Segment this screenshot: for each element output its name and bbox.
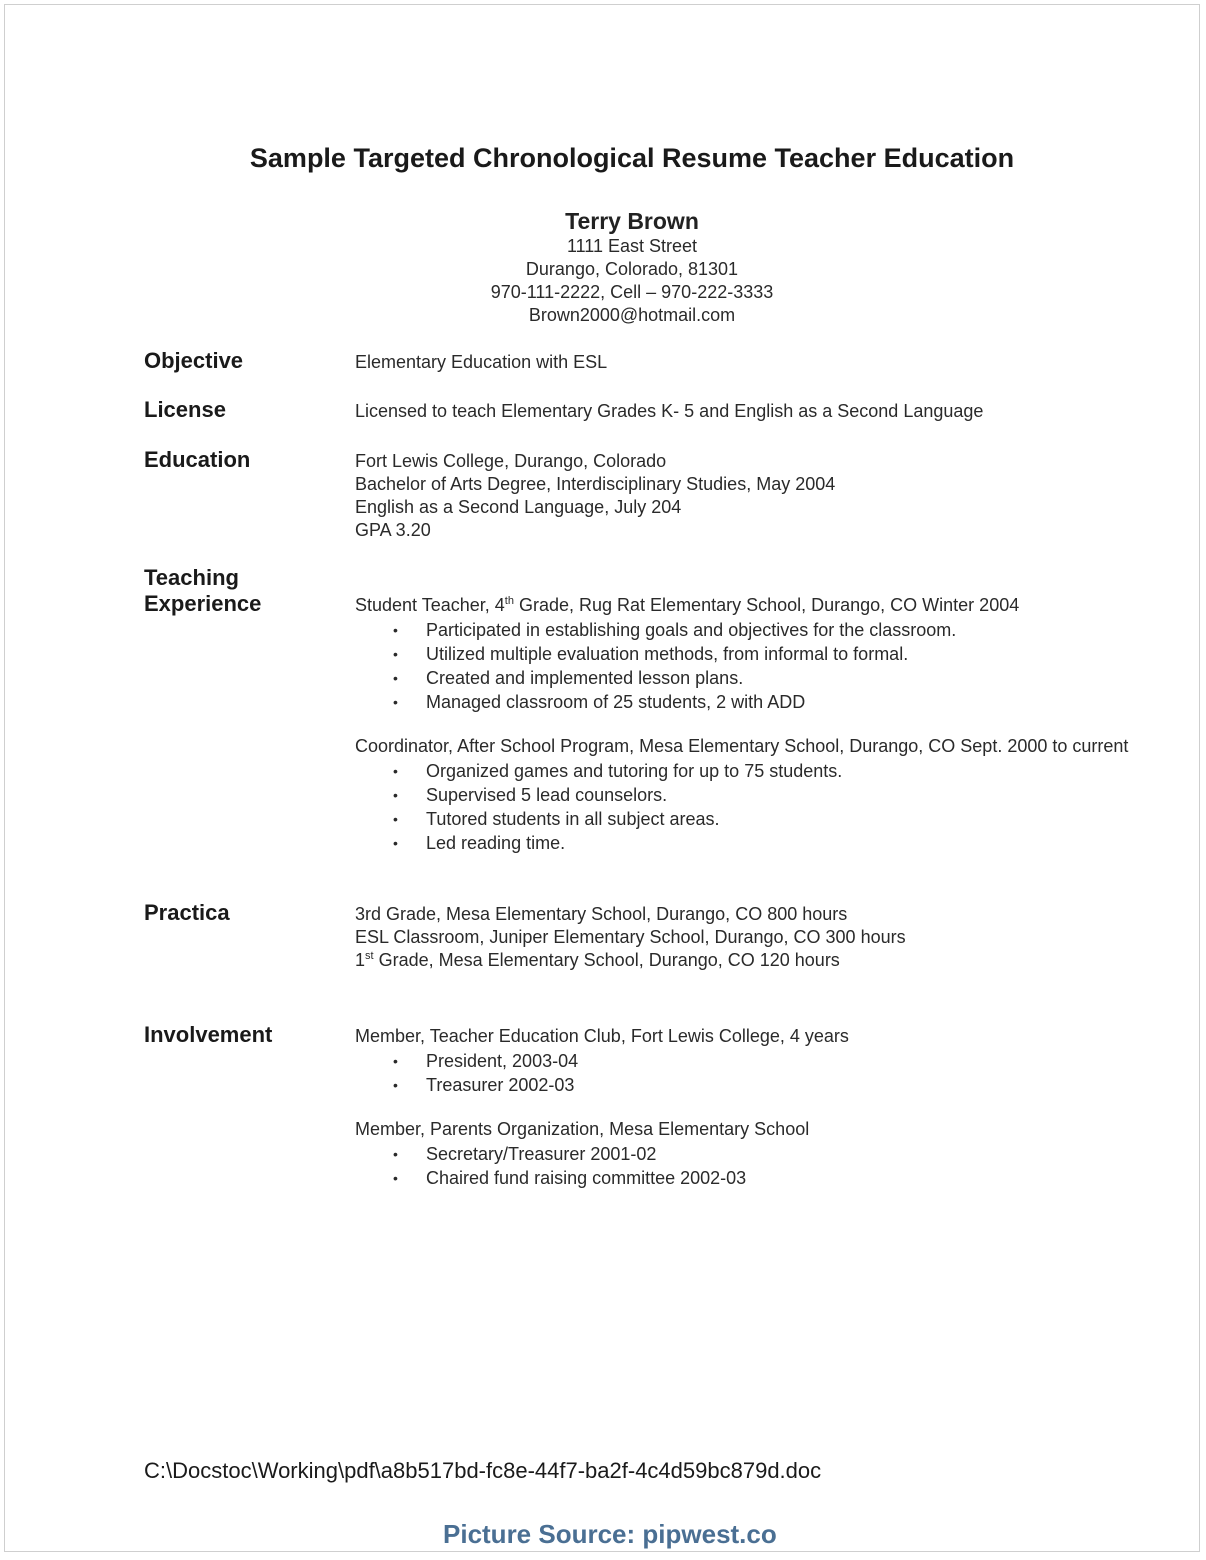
bullet-icon: • bbox=[393, 787, 398, 803]
teaching-label-line-2: Experience bbox=[144, 591, 262, 616]
bullet-icon: • bbox=[393, 835, 398, 851]
address-line-2: Durango, Colorado, 81301 bbox=[525, 259, 739, 279]
education-line: Fort Lewis College, Durango, Colorado bbox=[355, 451, 667, 471]
bullet-icon: • bbox=[393, 694, 398, 710]
bullet-icon: • bbox=[393, 622, 398, 638]
address-line-1: 1111 East Street bbox=[566, 236, 698, 256]
bullet-icon: • bbox=[393, 1170, 398, 1186]
list-item: • Created and implemented lesson plans. bbox=[393, 668, 744, 688]
education-content bbox=[355, 450, 1135, 542]
list-item: • Treasurer 2002-03 bbox=[393, 1075, 575, 1095]
list-item: • Organized games and tutoring for up to 75 students. bbox=[393, 761, 843, 781]
contact-header bbox=[0, 207, 1206, 327]
email-line: Brown2000@hotmail.com bbox=[528, 305, 736, 325]
bullet-icon: • bbox=[393, 646, 398, 662]
practica-content bbox=[355, 903, 1135, 972]
picture-source-credit: Picture Source: pipwest.co bbox=[443, 1519, 777, 1549]
practica-line: 1st Grade, Mesa Elementary School, Durango, CO 120 hours bbox=[355, 950, 840, 970]
license-content bbox=[355, 400, 1135, 423]
teaching-experience-label bbox=[144, 565, 261, 617]
file-path-footer: C:\Docstoc\Working\pdf\a8b517bd-fc8e-44f7-ba2f-4c4d59bc879d.doc bbox=[144, 1458, 822, 1483]
bullet-icon: • bbox=[393, 1053, 398, 1069]
parents-org-bullets bbox=[355, 1142, 1135, 1190]
involvement-content bbox=[355, 1025, 1135, 1190]
list-item: • Chaired fund raising committee 2002-03 bbox=[393, 1168, 747, 1188]
job-title-coordinator: Coordinator, After School Program, Mesa Elementary School, Durango, CO Sept. 2000 to current bbox=[355, 736, 1129, 756]
list-item: • Secretary/Treasurer 2001-02 bbox=[393, 1144, 657, 1164]
list-item: • Participated in establishing goals and objectives for the classroom. bbox=[393, 620, 957, 640]
bullet-icon: • bbox=[393, 1146, 398, 1162]
list-item: • Utilized multiple evaluation methods, from informal to formal. bbox=[393, 644, 909, 664]
license-label: License bbox=[144, 397, 226, 422]
teaching-content bbox=[355, 594, 1135, 855]
list-item: • Tutored students in all subject areas. bbox=[393, 809, 720, 829]
license-text: Licensed to teach Elementary Grades K- 5 and English as a Second Language bbox=[355, 401, 984, 421]
education-line: GPA 3.20 bbox=[355, 520, 431, 540]
education-line: Bachelor of Arts Degree, Interdisciplinary Studies, May 2004 bbox=[355, 474, 836, 494]
teacher-club-bullets bbox=[355, 1049, 1135, 1097]
practica-line: ESL Classroom, Juniper Elementary School, Durango, CO 300 hours bbox=[355, 927, 906, 947]
practica-line: 3rd Grade, Mesa Elementary School, Durango, CO 800 hours bbox=[355, 904, 848, 924]
document-title: Sample Targeted Chronological Resume Teacher Education bbox=[249, 143, 1015, 173]
teaching-label-line-1: Teaching bbox=[144, 565, 239, 590]
job-title-student-teacher: Student Teacher, 4th Grade, Rug Rat Elementary School, Durango, CO Winter 2004 bbox=[355, 595, 1020, 615]
bullet-icon: • bbox=[393, 1077, 398, 1093]
bullet-icon: • bbox=[393, 670, 398, 686]
involvement-org-title: Member, Teacher Education Club, Fort Lewis College, 4 years bbox=[355, 1026, 849, 1046]
objective-label: Objective bbox=[144, 348, 244, 373]
phone-line: 970-111-2222, Cell – 970-222-3333 bbox=[490, 282, 774, 302]
candidate-name: Terry Brown bbox=[565, 208, 699, 234]
education-line: English as a Second Language, July 204 bbox=[355, 497, 682, 517]
involvement-label: Involvement bbox=[144, 1022, 273, 1047]
bullet-icon: • bbox=[393, 763, 398, 779]
list-item: • Managed classroom of 25 students, 2 with ADD bbox=[393, 692, 806, 712]
list-item: • President, 2003-04 bbox=[393, 1051, 579, 1071]
bullet-icon: • bbox=[393, 811, 398, 827]
education-label: Education bbox=[144, 447, 251, 472]
involvement-org-title: Member, Parents Organization, Mesa Elementary School bbox=[355, 1119, 810, 1139]
practica-label: Practica bbox=[144, 900, 230, 925]
objective-content bbox=[355, 351, 1135, 374]
list-item: • Led reading time. bbox=[393, 833, 566, 853]
list-item: • Supervised 5 lead counselors. bbox=[393, 785, 668, 805]
objective-text: Elementary Education with ESL bbox=[355, 352, 608, 372]
student-teacher-bullets bbox=[355, 618, 1135, 714]
coordinator-bullets bbox=[355, 759, 1135, 855]
